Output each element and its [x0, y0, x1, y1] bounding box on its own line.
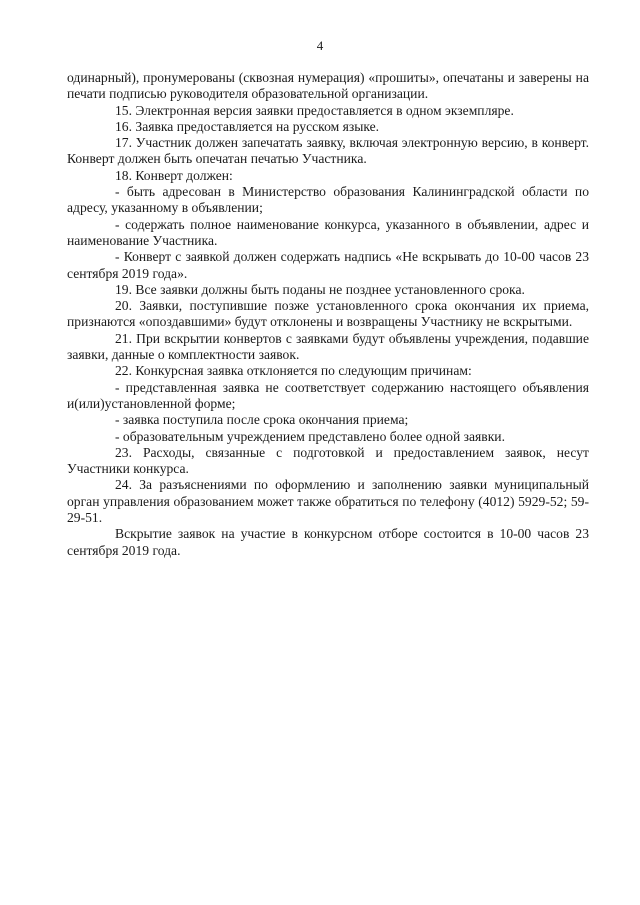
- paragraph-item-16: 16. Заявка предоставляется на русском языке.: [115, 118, 380, 134]
- paragraph-item-24: 24. За разъяснениями по оформлению и заполнению заявки муниципальный орган управления образованием может также обратиться по телефону (4012) 5929-52; 59-29-51.: [67, 477, 589, 526]
- document-body: [67, 70, 589, 559]
- page-number: 4: [316, 38, 324, 53]
- paragraph-item-21: 21. При вскрытии конвертов с заявками будут объявлены учреждения, подавшие заявки, данные о комплектности заявок.: [67, 330, 589, 363]
- paragraph-item-23: 23. Расходы, связанные с подготовкой и предоставлением заявок, несут Участники конкурса.: [67, 444, 589, 477]
- paragraph-item-22-reason-late: - заявка поступила после срока окончания приема;: [115, 412, 409, 428]
- paragraph-item-18-address: - быть адресован в Министерство образования Калининградской области по адресу, указанному в объявлении;: [67, 184, 589, 216]
- paragraph-item-18-inscription: - Конверт с заявкой должен содержать надпись «Не вскрывать до 10-00 часов 23 сентября 2019 года».: [67, 249, 589, 281]
- paragraph-item-17: 17. Участник должен запечатать заявку, включая электронную версию, в конверт. Конверт должен быть опечатан печатью Участника.: [67, 135, 589, 167]
- paragraph-item-22-reason-form: - представленная заявка не соответствует содержанию настоящего объявления и(или)установленной форме;: [67, 379, 589, 411]
- paragraph-item-22: 22. Конкурсная заявка отклоняется по следующим причинам:: [115, 363, 472, 379]
- paragraph-item-22-reason-duplicate: - образовательным учреждением представлено более одной заявки.: [115, 428, 505, 444]
- paragraph-item-19: 19. Все заявки должны быть поданы не позднее установленного срока.: [115, 281, 525, 297]
- paragraph-item-15: 15. Электронная версия заявки предоставляется в одном экземпляре.: [115, 102, 514, 118]
- paragraph-continuation: одинарный), пронумерованы (сквозная нумерация) «прошиты», опечатаны и заверены на печати подписью руководителя образовательной организации.: [67, 70, 589, 102]
- paragraph-item-18-contents: - содержать полное наименование конкурса, указанного в объявлении, адрес и наименование Участника.: [67, 216, 589, 248]
- paragraph-opening-date: Вскрытие заявок на участие в конкурсном отборе состоится в 10-00 часов 23 сентября 2019 года.: [67, 526, 589, 558]
- paragraph-item-18: 18. Конверт должен:: [115, 167, 233, 183]
- paragraph-item-20: 20. Заявки, поступившие позже установленного срока окончания их приема, признаются «опоздавшими» будут отклонены и возвращены Участнику не вскрытыми.: [67, 298, 589, 330]
